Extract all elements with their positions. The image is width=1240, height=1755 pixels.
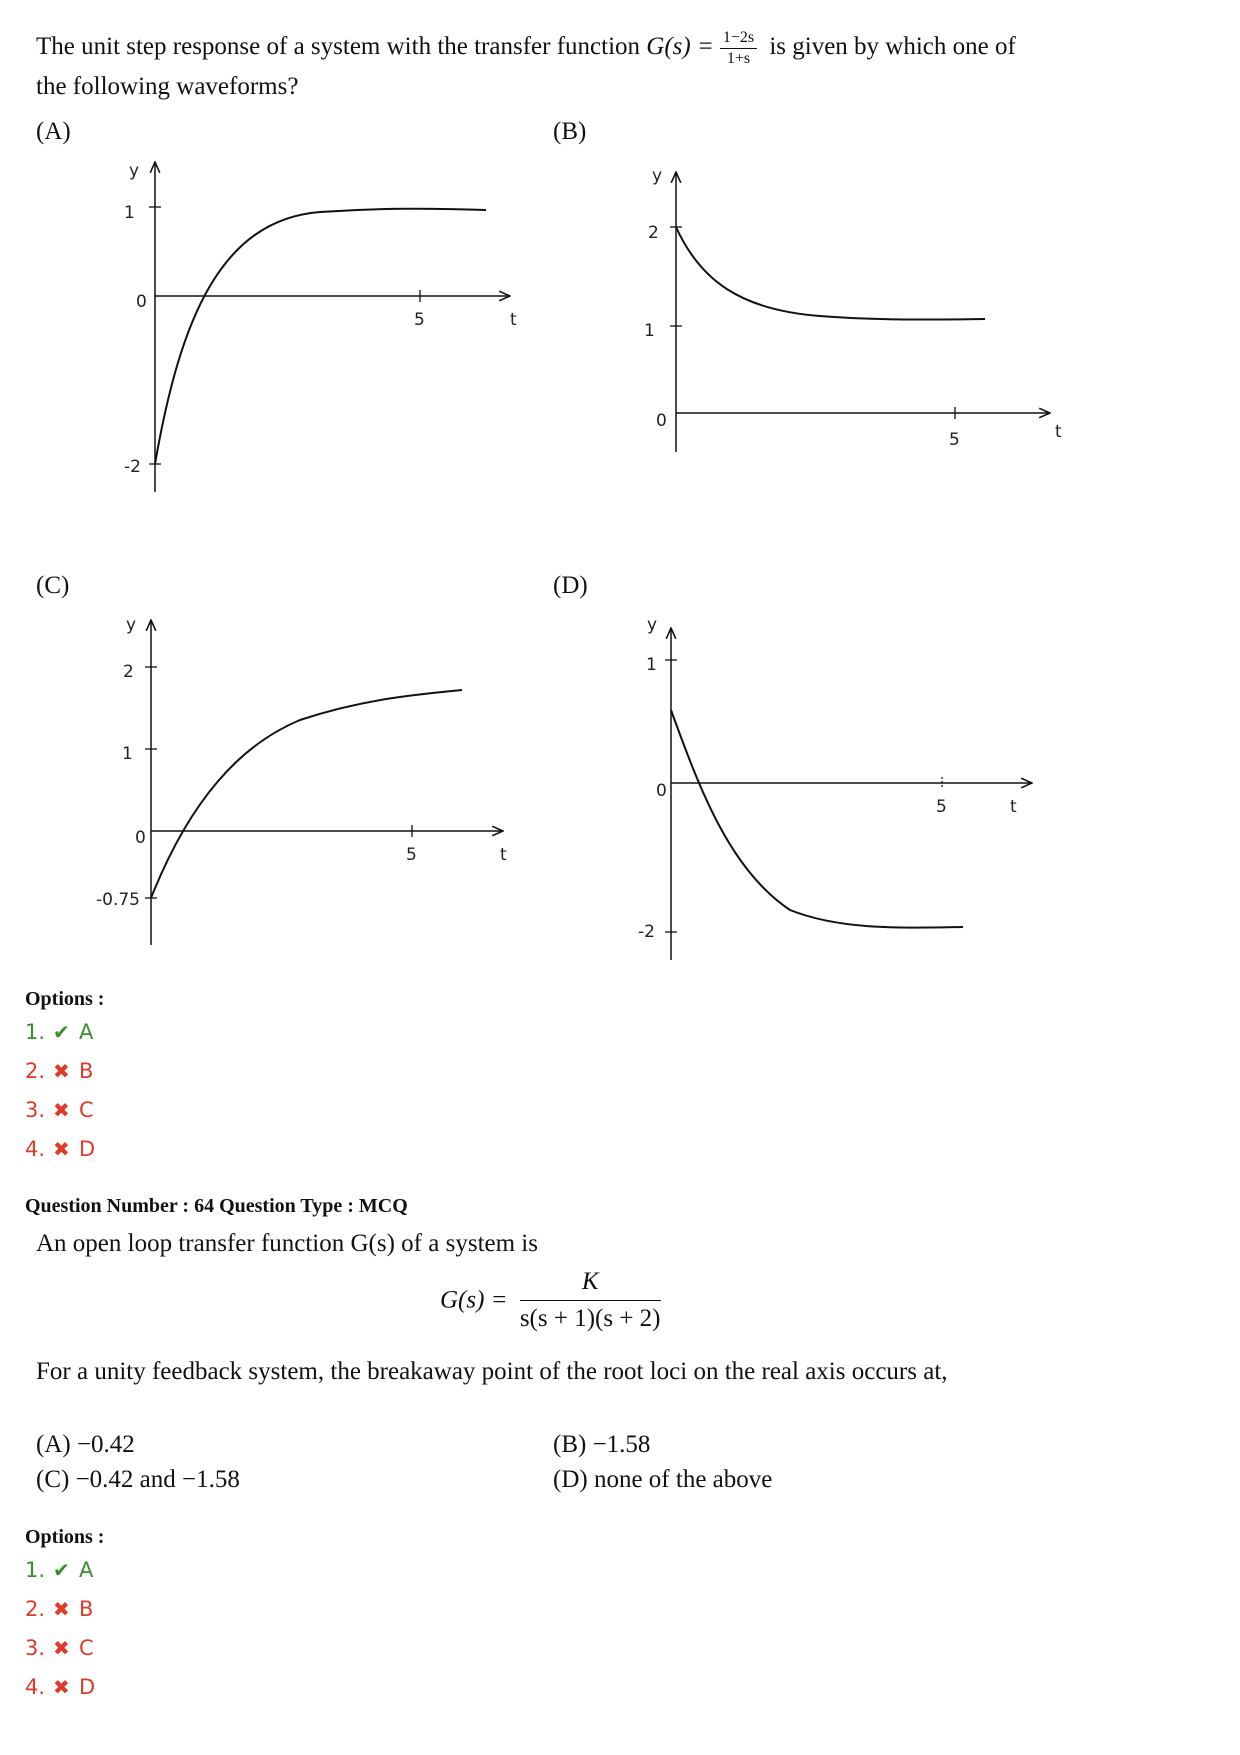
option-number: 1. — [25, 1558, 46, 1582]
graph-a-ytick-1: 1 — [124, 203, 135, 223]
question-text-part2: is given by which one of — [763, 33, 1016, 60]
q64-option-1[interactable] — [25, 1555, 95, 1585]
graph-d-ylabel: y — [647, 615, 658, 635]
graph-d-xtick-5: 5 — [936, 797, 947, 817]
graph-a-curve — [155, 209, 486, 464]
option-letter: D — [79, 1675, 96, 1699]
graph-c-xtick-5: 5 — [406, 845, 417, 865]
q63-options-list — [25, 1017, 95, 1164]
equation-denominator: s(s + 1)(s + 2) — [519, 1305, 661, 1332]
option-letter: A — [79, 1558, 94, 1582]
graph-a — [124, 161, 517, 492]
q64-choice-d: (D) none of the above — [553, 1466, 773, 1493]
graph-c-ytick-1: 1 — [122, 744, 133, 764]
q64-header: Question Number : 64 Question Type : MCQ — [25, 1195, 408, 1217]
graph-d-ytick-1: 1 — [646, 655, 657, 675]
graph-c-ytick-0: 0 — [135, 828, 146, 848]
q64-option-3[interactable] — [25, 1633, 95, 1663]
equation-lhs: G(s) = — [440, 1286, 508, 1314]
option-letter: B — [79, 1059, 94, 1083]
option-number: 2. — [25, 1059, 46, 1083]
panel-label-d: (D) — [553, 572, 588, 599]
q63-options-title: Options : — [25, 988, 105, 1010]
q64-intro: An open loop transfer function G(s) of a system is — [36, 1230, 538, 1257]
option-number: 4. — [25, 1137, 46, 1161]
graph-b-ytick-2: 2 — [648, 223, 659, 243]
equation-numerator: K — [520, 1268, 661, 1301]
graph-c-ytick-2: 2 — [123, 662, 134, 682]
panel-label-c: (C) — [36, 572, 70, 599]
graph-c — [96, 615, 507, 945]
option-number: 3. — [25, 1098, 46, 1122]
graph-c-xlabel: t — [500, 845, 507, 865]
graph-b-curve — [676, 227, 985, 320]
q64-options-title: Options : — [25, 1526, 105, 1548]
graph-c-ytick-neg075: -0.75 — [96, 890, 140, 910]
graph-b-xlabel: t — [1055, 422, 1062, 442]
cross-icon: ✖ — [53, 1675, 70, 1699]
q63-option-2[interactable] — [25, 1056, 95, 1086]
graph-c-ylabel: y — [126, 615, 137, 635]
q64-choice-c: (C) −0.42 and −1.58 — [36, 1466, 240, 1493]
check-icon: ✔ — [53, 1020, 70, 1044]
option-number: 4. — [25, 1675, 46, 1699]
graph-d-ytick-0: 0 — [656, 781, 667, 801]
question-text-part1: The unit step response of a system with the transfer function — [36, 33, 647, 60]
check-icon: ✔ — [53, 1558, 70, 1582]
equation-fraction — [520, 1268, 661, 1333]
cross-icon: ✖ — [53, 1636, 70, 1660]
option-letter: B — [79, 1597, 94, 1621]
q64-options-list — [25, 1555, 95, 1702]
q63-option-1[interactable] — [25, 1017, 95, 1047]
transfer-function-lhs: G(s) = — [646, 33, 714, 60]
option-number: 2. — [25, 1597, 46, 1621]
cross-icon: ✖ — [53, 1059, 70, 1083]
option-number: 1. — [25, 1020, 46, 1044]
q63-option-3[interactable] — [25, 1095, 95, 1125]
cross-icon: ✖ — [53, 1137, 70, 1161]
option-letter: C — [79, 1636, 94, 1660]
q64-equation — [440, 1268, 661, 1333]
q64-option-2[interactable] — [25, 1594, 95, 1624]
q63-option-4[interactable] — [25, 1134, 95, 1164]
graph-a-ytick-neg2: -2 — [124, 457, 141, 477]
fraction-numerator: 1−2s — [720, 29, 757, 49]
graph-c-curve — [151, 690, 462, 898]
graph-a-xtick-5: 5 — [414, 310, 425, 330]
graph-b-ytick-0: 0 — [656, 411, 667, 431]
panel-label-a: (A) — [36, 118, 71, 145]
graph-d-curve — [671, 710, 963, 928]
graph-b-ylabel: y — [652, 166, 663, 186]
graph-a-ylabel: y — [129, 161, 140, 181]
fraction-denominator: 1+s — [726, 49, 751, 67]
graph-d-xlabel: t — [1010, 797, 1017, 817]
q64-option-4[interactable] — [25, 1672, 95, 1702]
option-letter: C — [79, 1098, 94, 1122]
graph-a-ytick-0: 0 — [136, 292, 147, 312]
option-letter: D — [79, 1137, 96, 1161]
graph-b — [644, 166, 1062, 452]
question-text-line2: the following waveforms? — [36, 72, 299, 100]
graph-d — [638, 615, 1032, 960]
graph-b-ytick-1: 1 — [644, 321, 655, 341]
option-letter: A — [79, 1020, 94, 1044]
panel-label-b: (B) — [553, 118, 587, 145]
cross-icon: ✖ — [53, 1098, 70, 1122]
graph-d-ytick-neg2: -2 — [638, 922, 655, 942]
q64-choice-a: (A) −0.42 — [36, 1431, 135, 1458]
graph-a-xlabel: t — [510, 310, 517, 330]
cross-icon: ✖ — [53, 1597, 70, 1621]
q64-body: For a unity feedback system, the breakaway point of the root loci on the real axis occurs at, — [36, 1358, 948, 1385]
graph-b-xtick-5: 5 — [949, 430, 960, 450]
option-number: 3. — [25, 1636, 46, 1660]
q64-choice-b: (B) −1.58 — [553, 1431, 651, 1458]
